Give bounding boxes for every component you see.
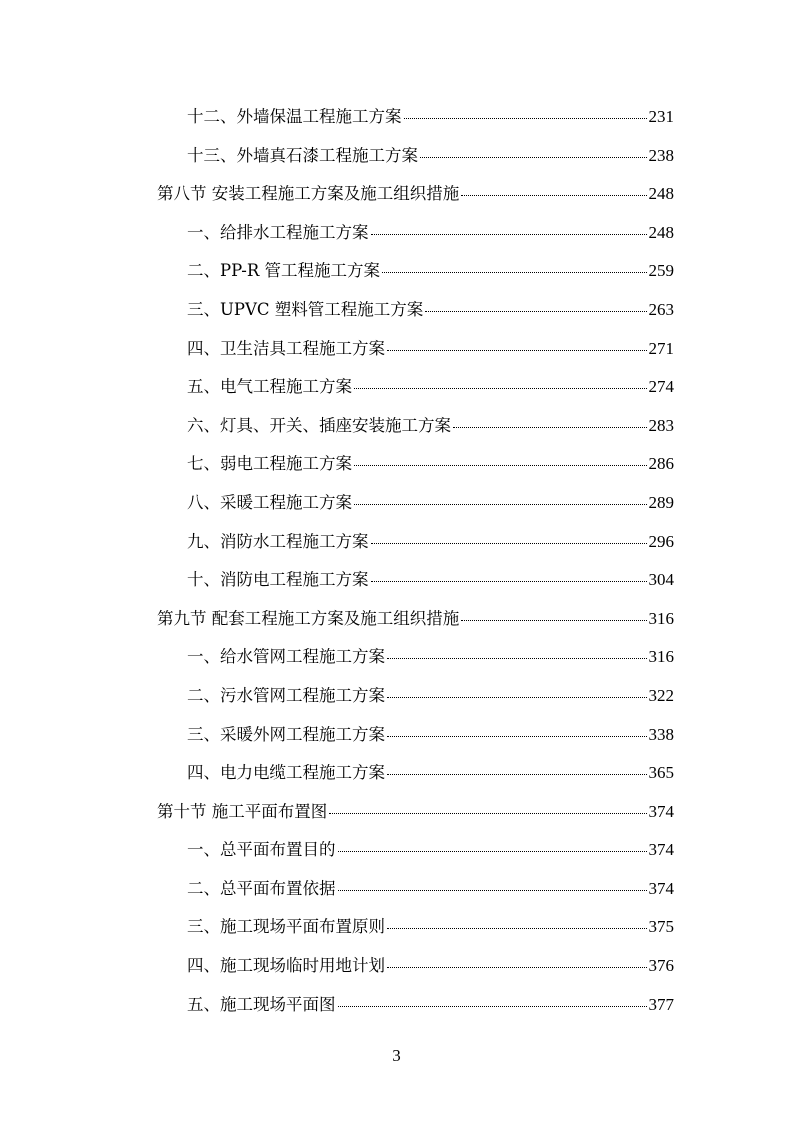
toc-entry-page: 274: [648, 377, 674, 397]
toc-entry-title: 一、总平面布置目的: [187, 840, 336, 860]
toc-entry-title: 三、采暖外网工程施工方案: [187, 724, 385, 744]
toc-entry-title: 一、给水管网工程施工方案: [187, 647, 385, 667]
toc-dot-leader: [354, 387, 647, 389]
toc-entry-page: 263: [648, 299, 674, 319]
toc-entry[interactable]: [0, 99, 793, 138]
toc-dot-leader: [387, 696, 647, 698]
toc-entry-title: 第八节 安装工程施工方案及施工组织措施: [157, 184, 460, 204]
toc-entry-page: 375: [648, 917, 674, 937]
toc-entry-page: 248: [648, 184, 674, 204]
toc-entry-page: 304: [648, 570, 674, 590]
toc-entry-page: 286: [648, 454, 674, 474]
toc-entry-page: 338: [648, 724, 674, 744]
toc-entry-title: 第十节 施工平面布置图: [157, 801, 328, 821]
toc-entry-title: 四、电力电缆工程施工方案: [187, 763, 385, 783]
toc-entry-page: 289: [648, 492, 674, 512]
toc-entry[interactable]: [0, 909, 793, 948]
toc-entry-page: 374: [648, 840, 674, 860]
toc-entry-title: 五、电气工程施工方案: [187, 377, 352, 397]
toc-entry[interactable]: [0, 485, 793, 524]
toc-dot-leader: [382, 271, 646, 273]
toc-entry-page: 374: [648, 878, 674, 898]
toc-dot-leader: [371, 233, 647, 235]
toc-dot-leader: [387, 966, 647, 968]
toc-dot-leader: [404, 117, 647, 119]
toc-entry[interactable]: [0, 524, 793, 563]
toc-entry-page: 316: [648, 647, 674, 667]
toc-entry-title: 十三、外墙真石漆工程施工方案: [187, 145, 418, 165]
toc-entry[interactable]: [0, 639, 793, 678]
toc-entry-title: 十、消防电工程施工方案: [187, 570, 369, 590]
toc-entry-page: 296: [648, 531, 674, 551]
toc-entry[interactable]: [0, 138, 793, 177]
toc-entry[interactable]: [0, 253, 793, 292]
toc-dot-leader: [461, 194, 646, 196]
toc-entry-title: 三、UPVC 塑料管工程施工方案: [187, 299, 424, 319]
toc-dot-leader: [354, 503, 647, 505]
toc-entry-page: 365: [648, 763, 674, 783]
toc-dot-leader: [425, 310, 646, 312]
toc-dot-leader: [387, 735, 647, 737]
toc-entry-page: 374: [648, 801, 674, 821]
toc-entry[interactable]: [0, 871, 793, 910]
toc-entry[interactable]: [0, 832, 793, 871]
toc-section-entry[interactable]: [0, 176, 793, 215]
page-number: 3: [392, 1046, 401, 1065]
toc-entry[interactable]: [0, 987, 793, 1026]
toc-entry-page: 271: [648, 338, 674, 358]
toc-entry-page: 376: [648, 956, 674, 976]
toc-entry[interactable]: [0, 215, 793, 254]
toc-entry-title: 一、给排水工程施工方案: [187, 222, 369, 242]
toc-entry-title: 二、总平面布置依据: [187, 878, 336, 898]
toc-entry-title: 八、采暖工程施工方案: [187, 492, 352, 512]
toc-entry[interactable]: [0, 292, 793, 331]
toc-entry-title: 四、卫生洁具工程施工方案: [187, 338, 385, 358]
toc-dot-leader: [338, 889, 647, 891]
toc-entry-page: 259: [648, 261, 674, 281]
toc-entry-title: 第九节 配套工程施工方案及施工组织措施: [157, 608, 460, 628]
toc-entry[interactable]: [0, 948, 793, 987]
toc-section-entry[interactable]: [0, 794, 793, 833]
toc-dot-leader: [354, 464, 647, 466]
toc-dot-leader: [387, 349, 647, 351]
toc-dot-leader: [371, 580, 647, 582]
toc-section-entry[interactable]: [0, 601, 793, 640]
toc-entry-title: 五、施工现场平面图: [187, 994, 336, 1014]
toc-dot-leader: [387, 657, 647, 659]
toc-entry[interactable]: [0, 331, 793, 370]
toc-entry[interactable]: [0, 755, 793, 794]
toc-entry[interactable]: [0, 408, 793, 447]
table-of-contents: [0, 99, 793, 1025]
toc-dot-leader: [461, 619, 646, 621]
toc-dot-leader: [387, 773, 647, 775]
toc-dot-leader: [338, 1005, 647, 1007]
toc-dot-leader: [338, 850, 647, 852]
toc-entry-title: 二、PP-R 管工程施工方案: [187, 261, 381, 281]
toc-dot-leader: [453, 426, 647, 428]
toc-entry[interactable]: [0, 446, 793, 485]
toc-entry-title: 六、灯具、开关、插座安装施工方案: [187, 415, 451, 435]
toc-entry-title: 三、施工现场平面布置原则: [187, 917, 385, 937]
toc-entry-title: 十二、外墙保温工程施工方案: [187, 107, 402, 126]
toc-entry[interactable]: [0, 678, 793, 717]
toc-entry-page: 377: [648, 994, 674, 1014]
toc-entry-title: 七、弱电工程施工方案: [187, 454, 352, 474]
toc-entry-page: 283: [648, 415, 674, 435]
toc-dot-leader: [420, 156, 647, 158]
toc-entry-page: 322: [648, 685, 674, 705]
toc-entry-page: 238: [648, 145, 674, 165]
toc-dot-leader: [329, 812, 646, 814]
toc-entry-page: 248: [648, 222, 674, 242]
toc-entry[interactable]: [0, 717, 793, 756]
toc-entry-title: 九、消防水工程施工方案: [187, 531, 369, 551]
toc-entry-page: 316: [648, 608, 674, 628]
toc-entry[interactable]: [0, 562, 793, 601]
toc-dot-leader: [387, 927, 647, 929]
toc-entry-page: 231: [648, 107, 674, 126]
toc-entry-title: 二、污水管网工程施工方案: [187, 685, 385, 705]
toc-dot-leader: [371, 542, 647, 544]
toc-entry[interactable]: [0, 369, 793, 408]
toc-entry-title: 四、施工现场临时用地计划: [187, 956, 385, 976]
